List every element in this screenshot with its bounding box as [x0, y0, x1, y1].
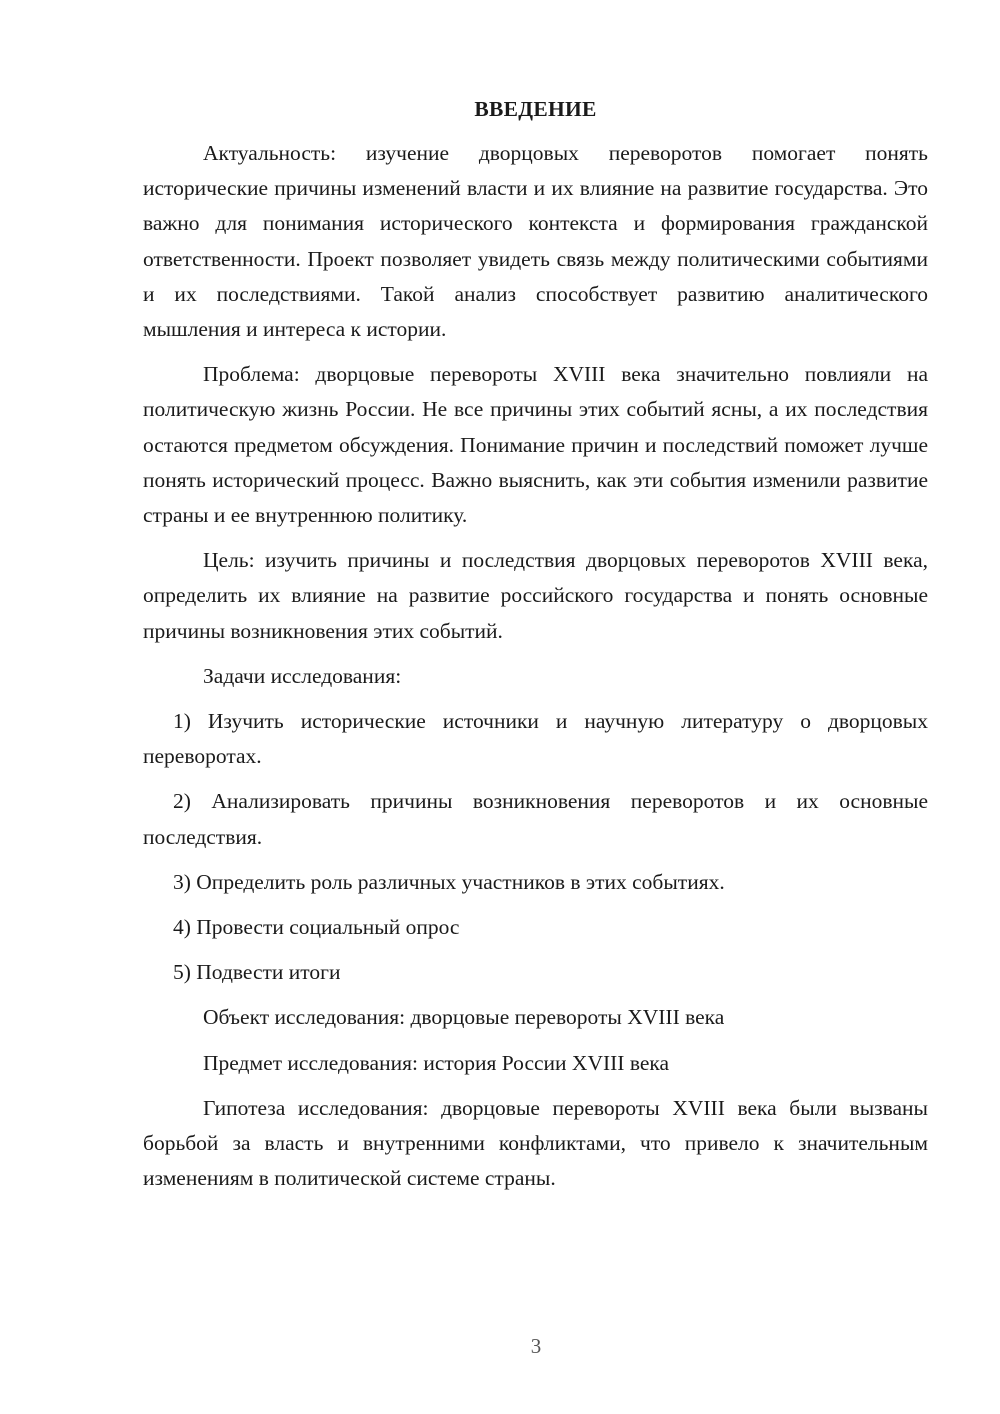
research-hypothesis: Гипотеза исследования: дворцовые перевороты XVIII века были вызваны борьбой за власть и внутренними конфликтами, что привело к значительным изменениям в политической системе страны. [143, 1095, 928, 1191]
research-subject: Предмет исследования: история России XVIII века [203, 1050, 670, 1075]
section-title: ВВЕДЕНИЕ [474, 97, 597, 121]
research-object: Объект исследования: дворцовые перевороты XVIII века [203, 1005, 725, 1030]
relevance-paragraph: Актуальность: изучение дворцовых переворотов помогает понять исторические причины изменений власти и их влияние на развитие государства. Это важно для понимания исторического контекста и формирования гражданской ответственности. Проект позволяет увидеть связь между политическими событиями и их последствиями. Такой анализ способствует развитию аналитического мышления и интереса к истории. [143, 141, 928, 342]
goal-paragraph: Цель: изучить причины и последствия дворцовых переворотов XVIII века, определить их влияние на развитие российского государства и понять основные причины возникновения этих событий. [143, 548, 928, 643]
task-item: 1) Изучить исторические источники и научную литературу о дворцовых переворотах. [143, 709, 928, 769]
document-page [143, 92, 928, 1196]
task-item: 4) Провести социальный опрос [173, 915, 460, 940]
task-item: 3) Определить роль различных участников в этих событиях. [173, 869, 725, 894]
page-number: 3 [530, 1334, 542, 1358]
problem-paragraph: Проблема: дворцовые перевороты XVIII века значительно повлияли на политическую жизнь России. Не все причины этих событий ясны, а их последствия остаются предметом обсуждения. Понимание причин и последствий поможет лучше понять исторический процесс. Важно выяснить, как эти события изменили развитие страны и ее внутреннюю политику. [143, 362, 928, 528]
task-item: 2) Анализировать причины возникновения переворотов и их основные последствия. [143, 789, 928, 849]
task-item: 5) Подвести итоги [173, 960, 341, 985]
tasks-heading: Задачи исследования: [203, 663, 402, 688]
